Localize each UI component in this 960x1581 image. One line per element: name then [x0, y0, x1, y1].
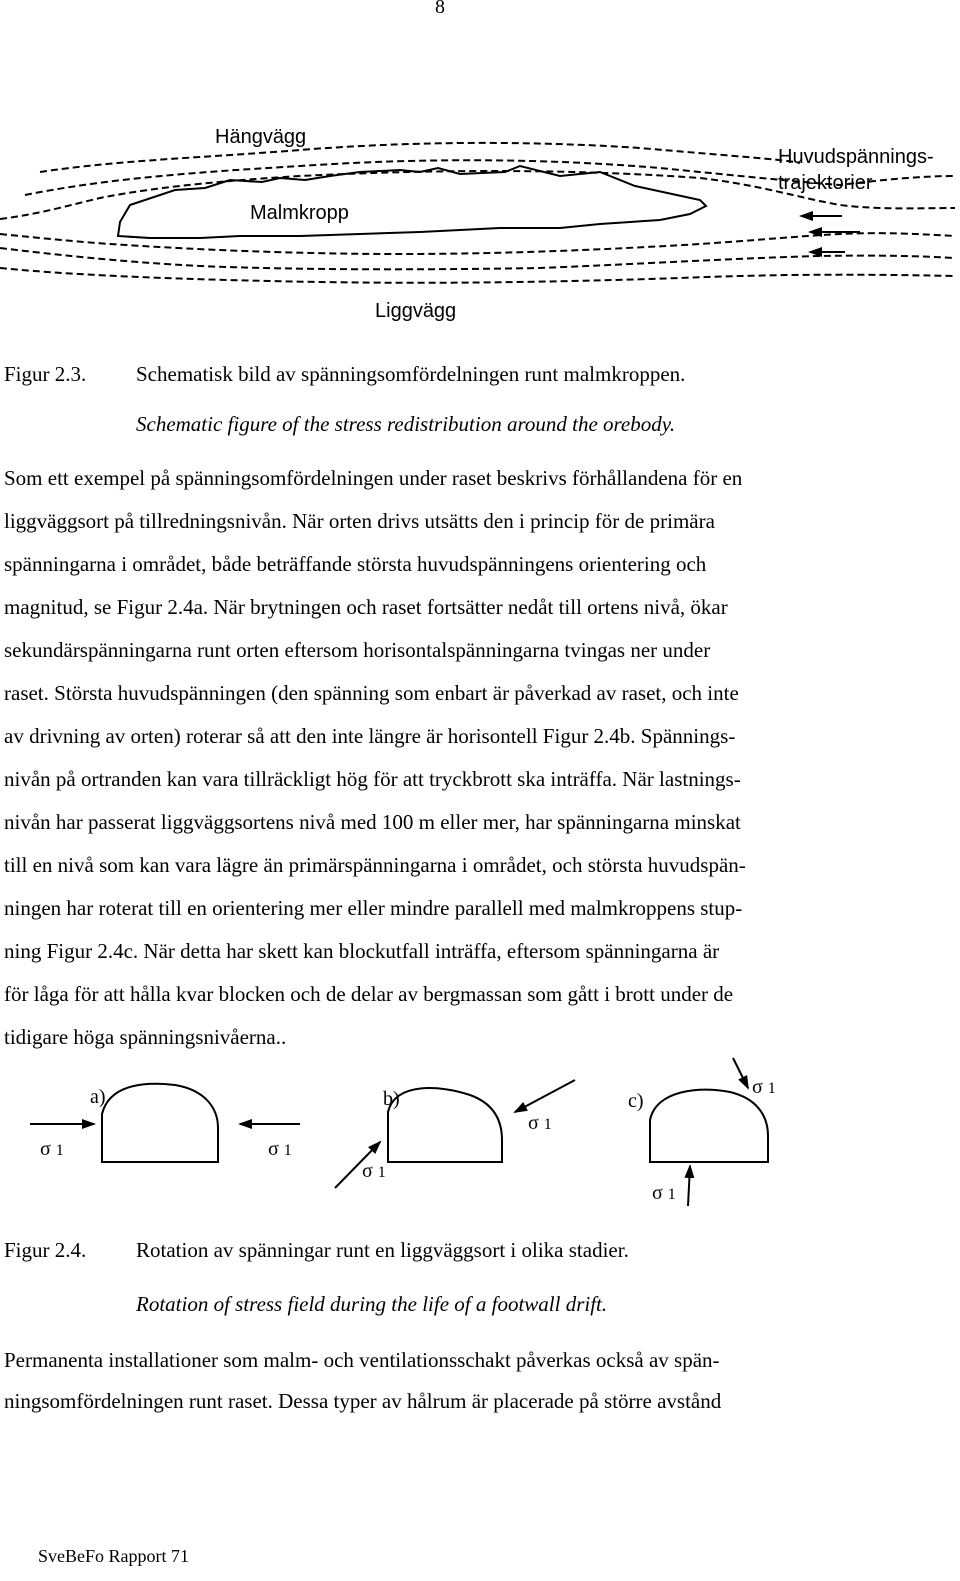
paragraph-line: Permanenta installationer som malm- och ventilationsschakt påverkas också av spän- [4, 1348, 720, 1372]
arrow-b-upper [515, 1080, 575, 1112]
sigma-1-label: σ 1 [268, 1138, 292, 1160]
paragraph-line: av drivning av orten) roterar så att den inte längre är horisontell Figur 2.4b. Spännings- [4, 724, 736, 748]
figure-2-4-number: Figur 2.4. [4, 1238, 87, 1262]
sigma-1-label: σ 1 [362, 1160, 386, 1182]
paragraph-line: för låga för att hålla kvar blocken och de delar av bergmassan som gått i brott under de [4, 982, 734, 1006]
panel-b-label: b) [383, 1088, 400, 1110]
paragraph-line: magnitud, se Figur 2.4a. När brytningen och raset fortsätter nedåt till ortens nivå, ökar [4, 595, 728, 619]
paragraph-line: Som ett exempel på spänningsomfördelningen under raset beskrivs förhållandena för en [4, 466, 743, 490]
figure-2-3-number: Figur 2.3. [4, 362, 87, 386]
drift-a [102, 1084, 218, 1162]
label-hangvagg: Hängvägg [215, 126, 307, 148]
paragraph-line: spänningarna i området, både beträffande största huvudspänningens orientering och [4, 552, 707, 576]
sigma-1-label: σ 1 [40, 1138, 64, 1160]
panel-c-label: c) [628, 1090, 644, 1112]
paragraph-line: sekundärspänningarna runt orten eftersom horisontalspänningarna tvingas ner under [4, 638, 711, 662]
figure-2-4-caption-en: Rotation of stress field during the life of a footwall drift. [136, 1292, 608, 1316]
label-trajectories-line-2: trajektorier [778, 172, 873, 194]
label-malmkropp: Malmkropp [250, 202, 349, 224]
sigma-1-label: σ 1 [752, 1076, 776, 1098]
panel-a-label: a) [90, 1086, 106, 1108]
page-footer: SveBeFo Rapport 71 [38, 1546, 189, 1566]
paragraph-line: nivån på ortranden kan vara tillräckligt hög för att tryckbrott ska inträffa. När lastnings- [4, 767, 741, 791]
paragraph-line: raset. Största huvudspänningen (den spänning som enbart är påverkad av raset, och inte [4, 681, 739, 705]
paragraph-line: liggväggsort på tillredningsnivån. När orten drivs utsätts den i princip för de primära [4, 509, 715, 533]
paragraph-line: nivån har passerat liggväggsortens nivå med 100 m eller mer, har spänningarna minskat [4, 810, 741, 834]
paragraph-line: till en nivå som kan vara lägre än primärspänningarna i området, och största huvudspän- [4, 853, 746, 877]
figure-2-4-caption-sv: Rotation av spänningar runt en liggväggsort i olika stadier. [136, 1238, 629, 1262]
paragraph-line: ningen har roterat till en orientering mer eller mindre parallell med malmkroppens stup- [4, 896, 743, 920]
arrow-c-lower [688, 1166, 690, 1206]
label-trajectories-line-1: Huvudspännings- [778, 146, 934, 168]
sigma-1-label: σ 1 [652, 1182, 676, 1204]
label-liggvagg: Liggvägg [375, 300, 457, 322]
paragraph-line: ning Figur 2.4c. När detta har skett kan blockutfall inträffa, eftersom spänningarna är [4, 939, 720, 963]
page-number: 8 [435, 0, 445, 18]
paragraph-line: ningsomfördelningen runt raset. Dessa typer av hålrum är placerade på större avstånd [4, 1389, 722, 1413]
sigma-1-label: σ 1 [528, 1112, 552, 1134]
figure-2-3-caption-en: Schematic figure of the stress redistribution around the orebody. [136, 412, 676, 436]
paragraph-line: tidigare höga spänningsnivåerna.. [4, 1025, 287, 1049]
drift-b [388, 1088, 502, 1162]
drift-c [650, 1090, 768, 1162]
arrow-c-upper [733, 1058, 748, 1088]
figure-2-3-caption-sv: Schematisk bild av spänningsomfördelningen runt malmkroppen. [136, 362, 686, 386]
